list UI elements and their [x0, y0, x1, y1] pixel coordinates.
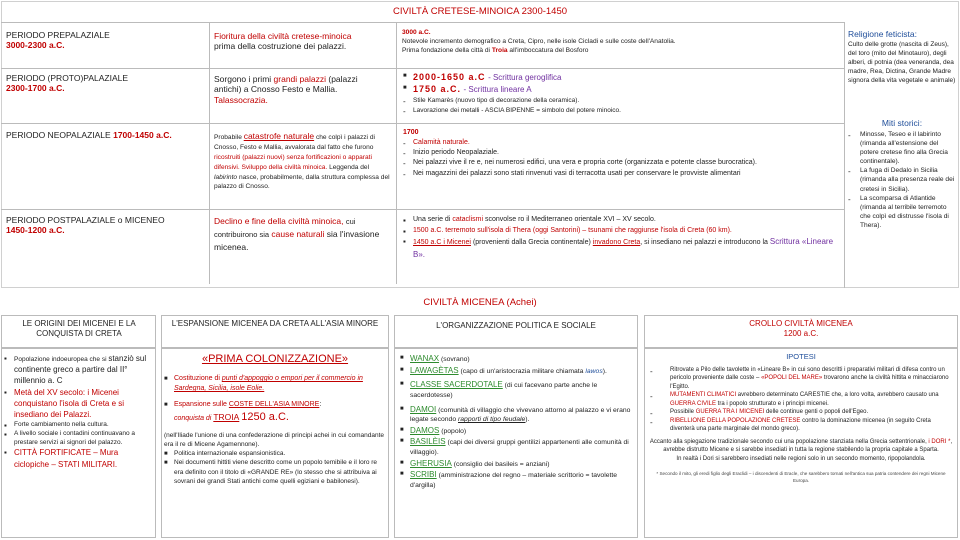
- row2-facts: [403, 72, 841, 116]
- row2-desc-c: Talassocrazia.: [214, 94, 268, 105]
- org-term-3: CLASSE SACERDOTALE: [410, 380, 503, 390]
- row1-dates: 3000-2300 a.C.: [6, 40, 65, 51]
- col1-a: Popolazione indoeuropea che si: [14, 356, 107, 363]
- col2-b2b: COSTE DELL'ASIA MINORE: [228, 401, 320, 408]
- row4-i1c: sconvolse ro il Mediterraneo orientale XVI – XV secolo.: [485, 216, 656, 223]
- col3-title: L'ORGANIZZAZIONE POLITICA E SOCIALE: [436, 321, 596, 330]
- col4-i2d: GUERRA CIVILE: [670, 400, 717, 407]
- row3-fact-1: Calamità naturale.: [413, 139, 470, 147]
- row2-facts-l2b: - Scrittura lineare A: [463, 84, 532, 94]
- row1-desc-a: Fioritura della civiltà cretese-minoica: [214, 31, 352, 41]
- row4-i2: 1500 a.C. terremoto sull'isola di Thera (oggi Santorini) – tsunami che raggiunse l'isola di Creta (60 km).: [413, 226, 732, 234]
- row1-facts-troia: Troia: [491, 47, 508, 55]
- col4-i1a: Ritrovate a Pilo delle tavolette in «Lineare B» in cui sono descritti i preparativi militari di difesa contro un pericolo proveniente dalle coste –: [670, 366, 945, 382]
- row3-fact-3: - Nei palazzi vive il re e, nei numerosi edifici, una vera e propria corte (organizzata e potente classe burocratica).: [403, 158, 813, 168]
- col4-body: [648, 352, 954, 485]
- row1-facts-2: Prima fondazione della città di: [402, 47, 490, 55]
- page-title: CIVILTÀ CRETESE-MINOICA 2300-1450: [392, 6, 568, 17]
- col2-b2d: conquista di: [174, 414, 212, 422]
- row1-period: PERIODO PREPALAZIALE: [6, 30, 110, 40]
- col2-s1: ■ Politica internazionale espansionistica.: [164, 449, 386, 458]
- myth-2: - La fuga di Dedalo in Sicilia (rimanda alla presenza reale dei cretesi in Sicilia).: [848, 166, 958, 193]
- org-term-4: DAMOI: [410, 404, 437, 414]
- row4-period: PERIODO POSTPALAZIALE o MICENEO: [6, 215, 165, 225]
- col3-body: [400, 353, 632, 491]
- mycenaean-title: CIVILTÀ MICENEA (Achei): [423, 297, 537, 308]
- col2-date: 1250 a.C.: [241, 410, 289, 423]
- org-extra-2: lawos: [585, 367, 603, 375]
- row3-facts-head: 1700: [403, 129, 419, 136]
- col2-title: L'ESPANSIONE MICENEA DA CRETA ALL'ASIA MINORE: [171, 319, 379, 328]
- col1-d: ▪ Forte cambiamento nella cultura.: [4, 420, 154, 429]
- row2-facts-l4: - Lavorazione dei metalli - ASCIA BIPENNE = simbolo del potere minoico.: [403, 106, 841, 116]
- col2-b2a: Espansione sulle: [174, 401, 227, 408]
- religion-text: Culto delle grotte (nascita di Zeus), del toro (mito del Minotauro), degli alberi, di potnia (dea veneranda, dea madre, Rea, Dictina, Grande Madre signora della vita vegetale e animale): [848, 41, 956, 84]
- col4-para1: [648, 438, 954, 455]
- row3-facts: [403, 128, 813, 179]
- org-desc-5: (popolo): [441, 427, 467, 435]
- myth-1: - Minosse, Teseo e il labirinto (rimanda all'estensione del potere cretese fino alla Grecia continentale).: [848, 130, 958, 166]
- col4-title-wrap: [648, 319, 954, 339]
- col4-foot: * Secondo il mito, gli eredi figlio degli Eraclidi – i discendenti di Eracle, che sarebbero tornati nell'antica sua patria contendere dei regni Micene Europa.: [656, 471, 946, 484]
- org-desc-7: (consiglio dei basileis = anziani): [453, 460, 550, 468]
- col3-header-box: [394, 315, 638, 348]
- row-divider-1: [1, 68, 844, 69]
- row1-facts-3: all'imboccatura del Bosforo: [509, 47, 589, 55]
- row3-desc-red: catastrofe naturale: [243, 131, 315, 141]
- row3-desc-ric: ricostruiti (palazzi nuovi) senza fortificazioni o apparati difensivi. Sviluppo della civiltà minoica.: [214, 153, 372, 171]
- col1-body: [4, 353, 154, 470]
- col-divider-2: [396, 22, 397, 284]
- row2-facts-l2a: 1750 a.C.: [413, 83, 462, 94]
- org-term-1: WANAX: [410, 354, 440, 363]
- row3-fact-2: - Inizio periodo Neopalaziale.: [403, 148, 813, 158]
- row4-i3a: 1450 a.C i Micenei: [413, 239, 471, 246]
- row1-label: [6, 30, 126, 51]
- row2-desc-red: grandi palazzi: [273, 74, 326, 84]
- row1-facts: [402, 28, 840, 56]
- row1-facts-1: Notevole incremento demografico a Creta, Cipro, nelle isole Cicladi e sulle coste dell'Anatolia.: [402, 38, 676, 46]
- col4-para2: In realtà i Dori si sarebbero insediati nelle regioni solo in un secondo momento, ripopolandola.: [676, 455, 926, 462]
- row4-desc-a: Declino e fine della civiltà minoica,: [214, 216, 344, 226]
- row4-desc-red: cause naturali: [271, 228, 325, 239]
- org-term-5: DAMOS: [410, 425, 440, 435]
- row4-desc-b: cui contribuirono sia: [214, 217, 356, 239]
- col1-b: stanziò sul continente greco a partire dal II° millennio a. C: [14, 354, 147, 386]
- org-desc-8: (amministrazione del regno – materiale scrittorio = tavolette d'argilla): [410, 472, 618, 490]
- row2-desc-b: (palazzi antichi) a Cnosso Festo e Mallia.: [214, 74, 358, 95]
- col-divider-1: [209, 22, 210, 284]
- row2-facts-l3: - Stile Kamarès (nuovo tipo di decorazione della ceramica).: [403, 96, 841, 106]
- row2-dates: 2300-1700 a.C.: [6, 83, 65, 94]
- myths-list: [848, 130, 958, 230]
- col4-i3b: GUERRA TRA I MICENEI: [695, 409, 765, 416]
- org-desc-3: (di cui facevano parte anche le sacerdotesse): [410, 382, 598, 399]
- col4-sub: IPOTESI: [786, 352, 816, 361]
- row3-label: [6, 130, 206, 140]
- col4-para1b: , avrebbe distrutto Micene e si sarebbe insediati in tutta la regione stabilendo la propria capitale a Sparta.: [663, 438, 953, 454]
- row4-facts: [403, 215, 841, 261]
- row3-desc-d: nasce, probabilmente, dalla struttura complessa del palazzo di Cnosso.: [214, 173, 390, 191]
- col4-i2e: tra i popolo strutturato e i principi micenei.: [717, 400, 829, 407]
- col4-i1c: trovarono anche la civiltà hittita e minacciarono l'Egitto.: [670, 375, 949, 390]
- org-tail-2: ).: [602, 367, 607, 375]
- col2-para: (nell'Iliade l'unione di una confederazione di principi achei in cui comandante era il re di Micene Agamennone).: [164, 432, 385, 449]
- org-term-8: SCRIBI: [410, 470, 437, 480]
- row3-period: PERIODO NEOPALAZIALE: [6, 130, 111, 140]
- row2-desc-a: Sorgono i primi: [214, 74, 272, 84]
- col2-body: [164, 353, 386, 486]
- org-desc-4: (comunità di villaggio che vivevano attorno al palazzo e vi erano legate secondo: [410, 406, 631, 424]
- religion-title: Religione feticista:: [848, 29, 917, 39]
- row4-label: [6, 215, 206, 236]
- row3-dates: 1700-1450 a.C.: [113, 130, 172, 140]
- row3-desc-c: Leggenda del: [329, 163, 370, 171]
- col1-title: LE ORIGINI DEI MICENEI E LA CONQUISTA DI CRETA: [22, 319, 136, 338]
- org-term-2: LAWAGÈTAS: [410, 365, 459, 375]
- org-extra-4: rapporti di tipo feudale: [458, 416, 526, 424]
- col2-b1b: punti d'appoggio o empori per il commercio in Sardegna, Sicilia, isole Eolie.: [174, 375, 363, 393]
- org-desc-6: (capi dei diversi gruppi gentilizi appartenenti alle comunità di villaggio).: [410, 439, 629, 457]
- col1-e: ▪ A livello sociale i contadini continuavano a prestare servizi ai signori del palazzo.: [4, 429, 154, 447]
- col2-troia: TROIA: [213, 411, 240, 422]
- row2-label: [6, 73, 196, 94]
- col4-i1b: «POPOLI DEL MARE»: [761, 375, 823, 382]
- col4-i4c: contro la dominazione micenea (in seguito Creta diventerà una parte marginale del mondo greco).: [670, 417, 931, 433]
- row2-facts-l1a: 2000-1650 a.C: [413, 72, 486, 82]
- row4-i3b: (provenienti dalla Grecia continentale): [472, 239, 591, 246]
- row3-desc: [214, 130, 391, 192]
- row4-i1a: Una serie di: [413, 216, 451, 223]
- col4-i2b: MUTAMENTI CLIMATICI: [670, 392, 737, 399]
- col2-b2c: :: [319, 401, 322, 408]
- row4-desc: [214, 215, 390, 253]
- col4-date: 1200 a.C.: [783, 328, 819, 338]
- org-desc-1: (sovrano): [440, 356, 470, 363]
- col4-para1a: Accanto alla spiegazione tradizionale secondo cui una popolazione stanziata nella Grecia settentrionale,: [649, 438, 927, 445]
- row3-desc-lab: labirinto: [214, 173, 238, 181]
- row4-i3c: invadono Creta: [592, 239, 641, 246]
- row3-desc-b: che colpì i palazzi di Cnosso, Festo e Mallia, avvalorata dal fatto che furono: [214, 134, 375, 151]
- col2-b1a: Costituzione di: [174, 375, 220, 383]
- myth-3: - La scomparsa di Atlantide (rimanda al terribile terremoto che colpì ed distrusse l'isola di Thera).: [848, 194, 958, 230]
- title-divider: [1, 22, 844, 23]
- col4-i3a: Possibile: [670, 409, 695, 416]
- row2-desc: [214, 74, 386, 105]
- row3-desc-a: Probabile: [214, 134, 242, 141]
- org-term-6: BASILÈIS: [410, 437, 446, 447]
- org-tail-4: ).: [525, 416, 530, 424]
- col2-s2: ■ Nei documenti hittiti viene descritto come un popolo temibile e il loro re era definito con il titolo di «GRANDE RE» (lo stesso che si attribuiva ai sovrani dei grandi Stati antichi come quelli egiziani e babilonesi).: [164, 458, 386, 485]
- col1-c: Metà del XV secolo: i Micenei conquistano l'isola di Creta e si insediano dei Palazzi.: [14, 387, 125, 419]
- row2-period: PERIODO (PROTO)PALAZIALE: [6, 73, 129, 83]
- col4-title: CROLLO CIVILTÀ MICENEA: [749, 319, 853, 328]
- col4-i2c: avrebbero determinato CARESTIE che, a loro volta, avrebbero causato una: [737, 392, 939, 399]
- col2-big: «PRIMA COLONIZZAZIONE»: [201, 353, 349, 365]
- row4-dates: 1450-1200 a.C.: [6, 225, 65, 236]
- row1-desc-b: prima della costruzione dei palazzi.: [214, 41, 347, 52]
- row2-facts-l1b: - Scrittura geroglifica: [488, 73, 562, 82]
- myths-title: Miti storici:: [881, 118, 923, 128]
- row1-desc: [214, 31, 390, 52]
- org-term-7: GHERUSIA: [410, 458, 452, 468]
- row1-facts-head: 3000 a.C.: [402, 29, 431, 36]
- row4-i1b: cataclismi: [452, 216, 484, 223]
- col1-f: CITTÀ FORTIFICATE – Mura ciclopiche – STATI MILITARI.: [14, 448, 119, 469]
- org-desc-2: (capo di un'aristocrazia militare chiamata: [460, 367, 584, 375]
- col-divider-3: [844, 22, 845, 288]
- row4-i3d: , si insediano nei palazzi e introducono la: [640, 239, 768, 246]
- row4-i3e: Scrittura «Lineare B».: [413, 237, 834, 259]
- row-divider-3: [1, 209, 844, 210]
- col4-i3c: delle continue genti o popoli dell'Egeo.: [765, 409, 869, 416]
- col4-i4b: RIBELLIONE DELLA POPOLAZIONE CRETESE: [670, 417, 801, 424]
- col4-dori: i DORI *: [928, 438, 951, 445]
- row3-fact-4: - Nei magazzini dei palazzi sono stati rinvenuti vasi di terracotta usati per conservare le provviste alimentari: [403, 169, 813, 179]
- row-divider-2: [1, 123, 844, 124]
- row4-desc-c: sia l'invasione micenea.: [214, 228, 380, 252]
